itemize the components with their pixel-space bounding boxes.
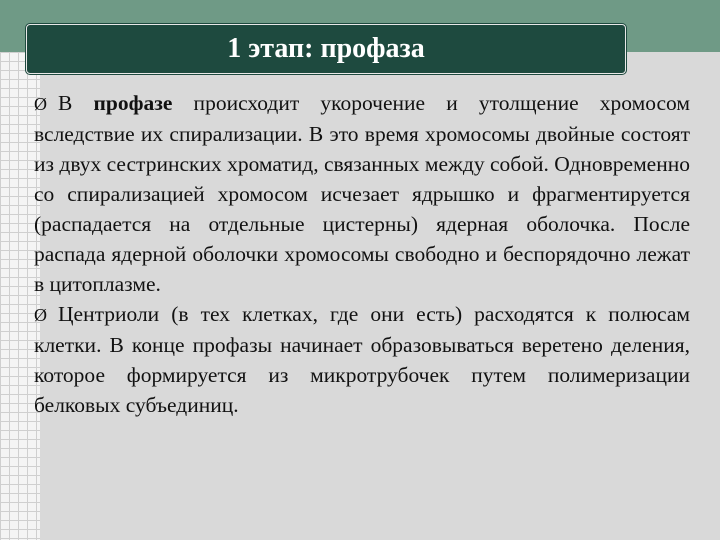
paragraph-lead: В — [58, 91, 94, 115]
paragraph-prophase — [34, 88, 690, 299]
slide-body — [34, 88, 690, 420]
paragraph-centrioles — [34, 299, 690, 420]
arrow-bullet-icon: Ø — [34, 94, 47, 114]
arrow-bullet-icon: Ø — [34, 305, 47, 325]
slide-title-bar — [26, 24, 626, 74]
slide-title: 1 этап: профаза — [227, 33, 425, 64]
paragraph-text: Центриоли (в тех клетках, где они есть) расходятся к полюсам клетки. В конце профазы начинает образовываться веретено деления, которое формируется из микротрубочек путем полимеризации белковых субъединиц. — [34, 302, 690, 417]
paragraph-text: происходит укорочение и утолщение хромосом вследствие их спирализации. В это время хромосомы двойные состоят из двух сестринских хроматид, связанных между собой. Одновременно со спирализацией хромосом исчезает ядрышко и фрагментируется (распадается на отдельные цистерны) ядерная оболочка. После распада ядерной оболочки хромосомы свободно и беспорядочно лежат в цитоплазме. — [34, 91, 690, 296]
paragraph-bold-term: профазе — [93, 91, 173, 115]
